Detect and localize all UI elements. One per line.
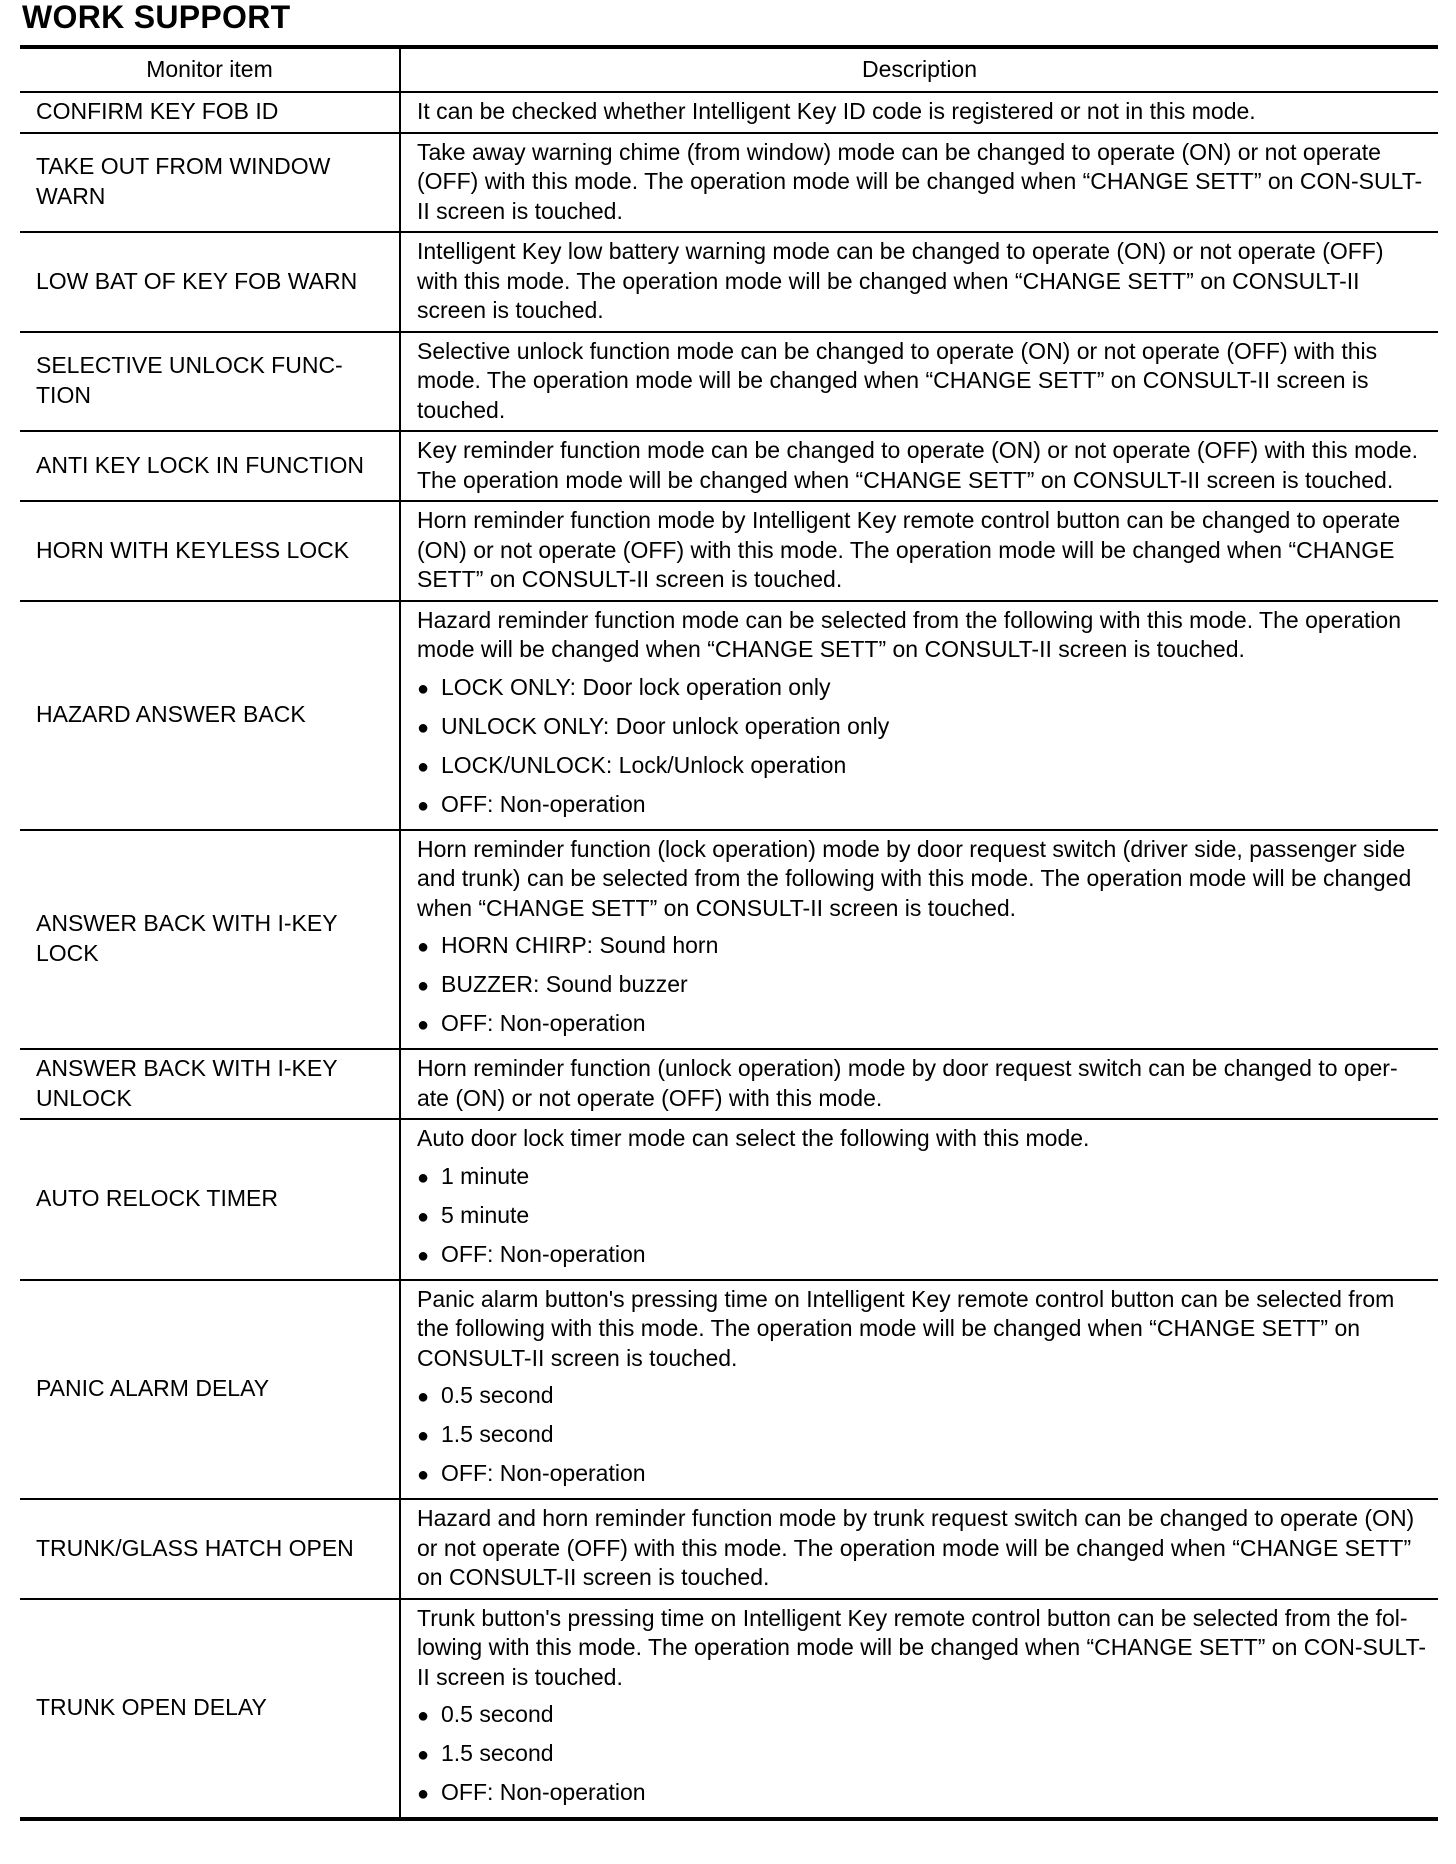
bullet-icon: ● <box>417 755 430 778</box>
description-text: Panic alarm button's pressing time on Intelligent Key remote control button can be selected from the following with this mode. The operation mode will be changed when “CHANGE SETT” on CONSULT-II screen is touched. <box>417 1285 1395 1371</box>
description-cell <box>400 232 1438 332</box>
description-cell <box>400 332 1438 432</box>
description-text: It can be checked whether Intelligent Key ID code is registered or not in this mode. <box>417 98 1256 124</box>
description-cell <box>400 133 1438 233</box>
header-monitor-item: Monitor item <box>20 47 400 92</box>
option-item <box>417 1415 1428 1454</box>
bullet-icon: ● <box>417 1464 430 1486</box>
option-item <box>417 1235 1428 1274</box>
option-item <box>417 668 1428 707</box>
table-row <box>20 1599 1438 1820</box>
monitor-item-cell: HAZARD ANSWER BACK <box>20 601 400 830</box>
table-row <box>20 1280 1438 1500</box>
monitor-item-cell: TRUNK/GLASS HATCH OPEN <box>20 1499 400 1599</box>
option-item <box>417 1004 1428 1043</box>
bullet-icon: ● <box>417 1783 430 1805</box>
description-text: Take away warning chime (from window) mode can be changed to operate (ON) or not operate (OFF) with this mode. The operation mode will be changed when “CHANGE SETT” on CON-SULT-II screen is touched. <box>417 138 1423 224</box>
bullet-icon: ● <box>417 1166 430 1189</box>
description-text: Trunk button's pressing time on Intelligent Key remote control button can be selected from the fol-lowing with this mode. The operation mode will be changed when “CHANGE SETT” on CON-SULT-II screen is touched. <box>417 1604 1427 1690</box>
option-item <box>417 785 1428 824</box>
monitor-item-cell: HORN WITH KEYLESS LOCK <box>20 501 400 601</box>
option-item <box>417 1773 1428 1812</box>
option-text: OFF: Non-operation <box>441 790 646 817</box>
description-text: Key reminder function mode can be changed to operate (ON) or not operate (OFF) with this mode. The operation mode will be changed when “CHANGE SETT” on CONSULT-II screen is touched. <box>417 437 1418 493</box>
bullet-icon: ● <box>417 1014 430 1036</box>
option-text: 0.5 second <box>441 1382 554 1408</box>
table-row <box>20 1049 1438 1119</box>
table-row <box>20 332 1438 432</box>
table-row <box>20 133 1438 233</box>
option-item <box>417 1196 1428 1235</box>
option-item <box>417 1157 1428 1196</box>
description-cell <box>400 601 1438 830</box>
work-support-table <box>20 45 1438 1821</box>
option-text: LOCK ONLY: Door lock operation only <box>441 673 831 700</box>
table-row <box>20 601 1438 830</box>
description-cell <box>400 501 1438 601</box>
description-text: Hazard reminder function mode can be selected from the following with this mode. The operation mode will be changed when “CHANGE SETT” on CONSULT-II screen is touched. <box>417 606 1401 662</box>
monitor-item-cell: ANTI KEY LOCK IN FUNCTION <box>20 431 400 501</box>
page-title: WORK SUPPORT <box>22 0 291 35</box>
description-text: Horn reminder function (unlock operation) mode by door request switch can be changed to oper-ate (ON) or not operate (OFF) with this mode. <box>417 1055 1398 1111</box>
option-item <box>417 707 1428 746</box>
option-list <box>417 668 1428 824</box>
table-row <box>20 92 1438 133</box>
description-text: Horn reminder function (lock operation) mode by door request switch (driver side, passenger side and trunk) can be selected from the following with this mode. The operation mode will be changed when “CHANGE SETT” on CONSULT-II screen is touched. <box>417 835 1412 921</box>
bullet-icon: ● <box>417 1386 430 1408</box>
description-cell <box>400 92 1438 133</box>
option-text: OFF: Non-operation <box>441 1779 646 1805</box>
option-text: HORN CHIRP: Sound horn <box>441 932 719 958</box>
option-text: OFF: Non-operation <box>441 1010 646 1036</box>
bullet-icon: ● <box>417 794 430 817</box>
option-text: 5 minute <box>441 1201 530 1228</box>
bullet-icon: ● <box>417 936 430 958</box>
table-row <box>20 1499 1438 1599</box>
description-cell <box>400 1499 1438 1599</box>
option-text: UNLOCK ONLY: Door unlock operation only <box>441 712 890 739</box>
monitor-item-cell: ANSWER BACK WITH I-KEY LOCK <box>20 830 400 1050</box>
table-row <box>20 830 1438 1050</box>
option-text: BUZZER: Sound buzzer <box>441 971 688 997</box>
description-cell <box>400 1119 1438 1280</box>
option-list <box>417 1157 1428 1274</box>
table-row <box>20 1119 1438 1280</box>
description-cell <box>400 1280 1438 1500</box>
bullet-icon: ● <box>417 975 430 997</box>
bullet-icon: ● <box>417 1244 430 1267</box>
header-description: Description <box>400 47 1438 92</box>
description-cell <box>400 1049 1438 1119</box>
monitor-item-cell: AUTO RELOCK TIMER <box>20 1119 400 1280</box>
description-text: Auto door lock timer mode can select the following with this mode. <box>417 1125 1090 1151</box>
table-row <box>20 431 1438 501</box>
description-text: Intelligent Key low battery warning mode can be changed to operate (ON) or not operate (OFF) with this mode. The operation mode will be changed when “CHANGE SETT” on CONSULT-II screen is touched. <box>417 238 1384 323</box>
description-cell <box>400 830 1438 1050</box>
table-row <box>20 501 1438 601</box>
description-cell <box>400 1599 1438 1820</box>
bullet-icon: ● <box>417 1425 430 1447</box>
option-item <box>417 1734 1428 1773</box>
table-header <box>20 47 1438 92</box>
description-cell <box>400 431 1438 501</box>
description-text: Horn reminder function mode by Intelligent Key remote control button can be changed to operate (ON) or not operate (OFF) with this mode. The operation mode will be changed when “CHANGE SETT” on CONSULT-II screen is touched. <box>417 507 1401 592</box>
bullet-icon: ● <box>417 716 430 739</box>
bullet-icon: ● <box>417 1705 430 1727</box>
option-item <box>417 965 1428 1004</box>
monitor-item-cell: LOW BAT OF KEY FOB WARN <box>20 232 400 332</box>
option-text: OFF: Non-operation <box>441 1460 646 1486</box>
option-item <box>417 746 1428 785</box>
option-item <box>417 1376 1428 1415</box>
option-text: 1 minute <box>441 1162 530 1189</box>
table-row <box>20 232 1438 332</box>
monitor-item-cell: TRUNK OPEN DELAY <box>20 1599 400 1820</box>
description-text: Selective unlock function mode can be changed to operate (ON) or not operate (OFF) with this mode. The operation mode will be changed when “CHANGE SETT” on CONSULT-II screen is touched. <box>417 337 1378 423</box>
table-body <box>20 92 1438 1819</box>
option-item <box>417 1454 1428 1493</box>
monitor-item-cell: TAKE OUT FROM WINDOW WARN <box>20 133 400 233</box>
option-list <box>417 1376 1428 1493</box>
option-text: OFF: Non-operation <box>441 1240 646 1267</box>
header-row <box>20 47 1438 92</box>
option-text: 1.5 second <box>441 1421 554 1447</box>
option-text: LOCK/UNLOCK: Lock/Unlock operation <box>441 751 847 778</box>
bullet-icon: ● <box>417 1205 430 1228</box>
description-text: Hazard and horn reminder function mode by trunk request switch can be changed to operate (ON) or not operate (OFF) with this mode. The operation mode will be changed when “CHANGE SETT” on CONSULT-II screen is touched. <box>417 1505 1415 1590</box>
option-item <box>417 1695 1428 1734</box>
option-text: 1.5 second <box>441 1740 554 1766</box>
option-text: 0.5 second <box>441 1701 554 1727</box>
monitor-item-cell: SELECTIVE UNLOCK FUNC-TION <box>20 332 400 432</box>
monitor-item-cell: CONFIRM KEY FOB ID <box>20 92 400 133</box>
monitor-item-cell: PANIC ALARM DELAY <box>20 1280 400 1500</box>
bullet-icon: ● <box>417 677 430 700</box>
bullet-icon: ● <box>417 1744 430 1766</box>
option-list <box>417 1695 1428 1812</box>
option-list <box>417 926 1428 1043</box>
monitor-item-cell: ANSWER BACK WITH I-KEY UNLOCK <box>20 1049 400 1119</box>
option-item <box>417 926 1428 965</box>
